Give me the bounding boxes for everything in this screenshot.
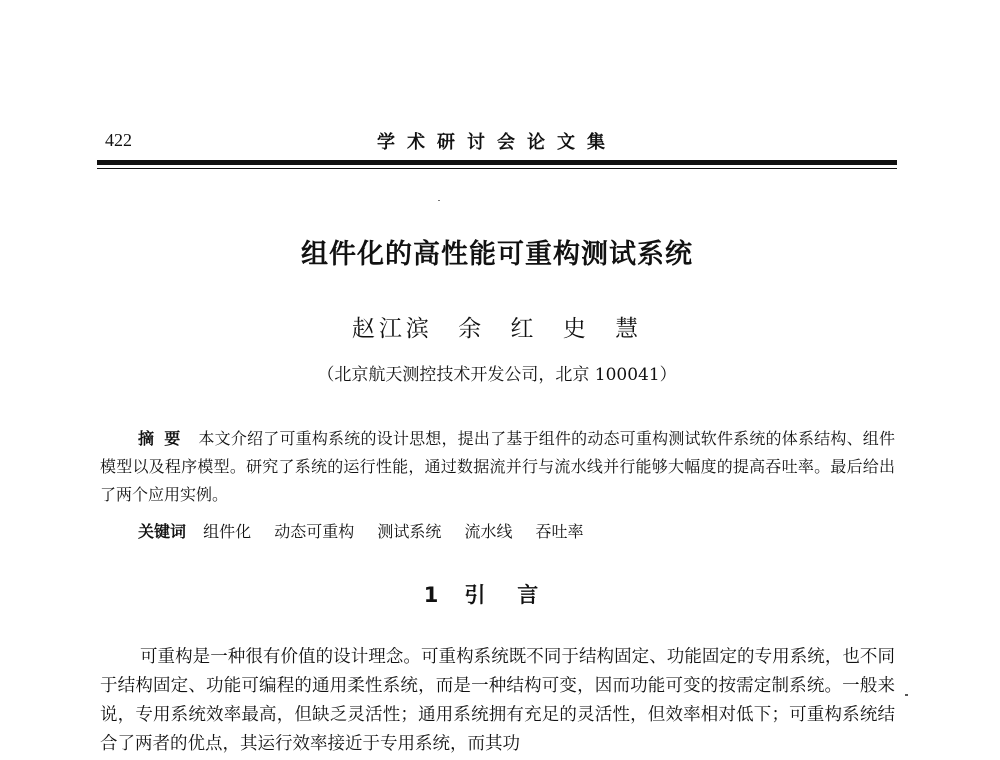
section-heading — [97, 579, 897, 609]
section-title: 引言 — [464, 583, 571, 607]
page-number: 422 — [105, 130, 132, 150]
keyword-item: 测试系统 — [377, 522, 442, 541]
keyword-item: 组件化 — [203, 522, 252, 541]
running-head — [97, 128, 897, 158]
keywords — [138, 518, 898, 546]
section-number: 1 — [423, 583, 439, 607]
abstract-label: 摘要 — [138, 429, 191, 448]
journal-title: 学术研讨会论文集 — [377, 132, 617, 153]
paper-authors: 赵江滨 余 红 史 慧 — [351, 316, 643, 342]
paper-title: 组件化的高性能可重构测试系统 — [301, 239, 693, 270]
body-paragraph: 可重构是一种很有价值的设计理念。可重构系统既不同于结构固定、功能固定的专用系统，也不同于结构固定、功能可编程的通用柔性系统，而是一种结构可变，因而功能可变的按需定制系统。一般来说，专用系统效率最高，但缺乏灵活性；通用系统拥有充足的灵活性，但效率相对低下；可重构系统结合了两者的优点，其运行效率接近于专用系统，而其功 — [100, 647, 895, 754]
header-rule-thin — [97, 168, 897, 169]
header-rule-thick — [97, 160, 897, 165]
keywords-label: 关键词 — [138, 522, 187, 541]
abstract-text: 本文介绍了可重构系统的设计思想，提出了基于组件的动态可重构测试软件系统的体系结构、组件模型以及程序模型。研究了系统的运行性能，通过数据流并行与流水线并行能够大幅度的提高吞吐率。最后给出了两个应用实例。 — [100, 429, 895, 504]
paper-affiliation: （北京航天测控技术开发公司，北京 100041） — [317, 365, 677, 385]
keyword-item: 吞吐率 — [535, 522, 584, 541]
scan-speck — [438, 200, 440, 201]
abstract — [100, 425, 895, 509]
keyword-item: 动态可重构 — [274, 522, 355, 541]
keyword-item: 流水线 — [464, 522, 513, 541]
scan-speck — [905, 694, 908, 696]
